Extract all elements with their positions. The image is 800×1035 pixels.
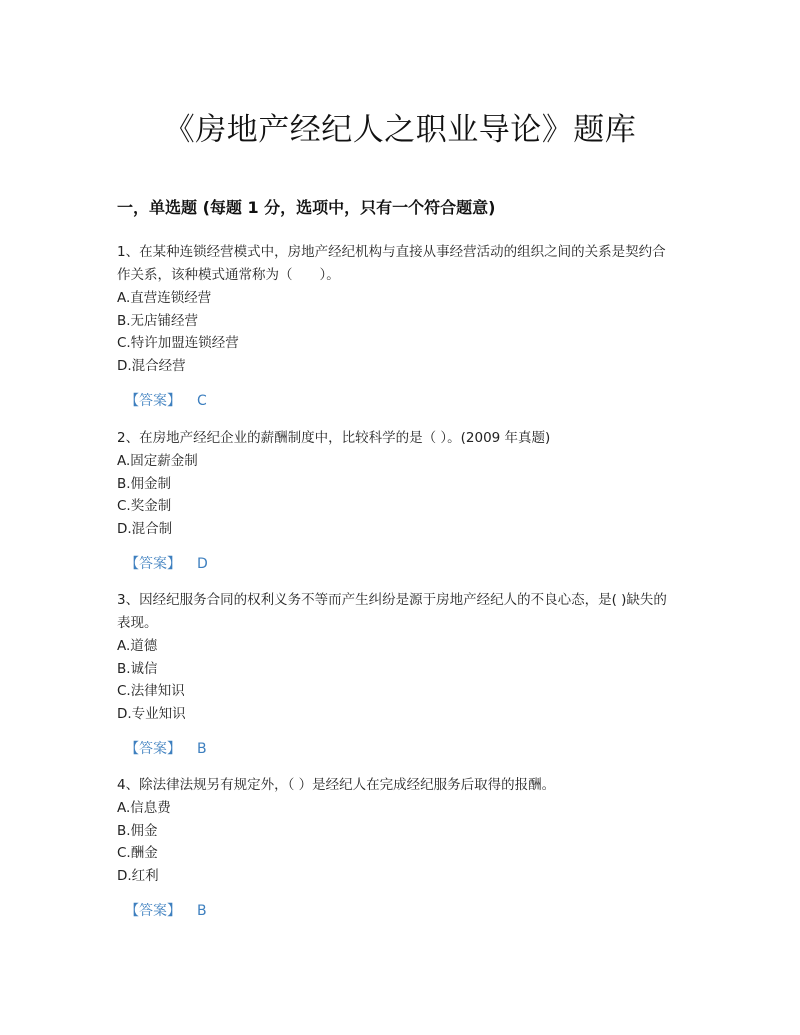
option-list [117, 287, 677, 377]
answer-label: 【答案】 [125, 393, 181, 409]
section-heading: 一，单选题 (每题 1 分，选项中，只有一个符合题意) [117, 198, 496, 217]
option-c: C.奖金制 [117, 498, 172, 514]
answer-line [117, 390, 677, 412]
option-a: A.信息费 [117, 800, 171, 816]
document-title: 《房地产经纪人之职业导论》题库 [163, 112, 637, 148]
answer-line [117, 900, 677, 922]
option-a: A.固定薪金制 [117, 453, 198, 469]
option-list [117, 450, 677, 540]
question-3 [117, 589, 677, 760]
option-c: C.酬金 [117, 845, 158, 861]
option-list [117, 635, 677, 725]
option-b: B.佣金 [117, 822, 158, 839]
answer-line [117, 738, 677, 760]
option-b: B.诚信 [117, 660, 158, 677]
question-stem: 3、因经纪服务合同的权利义务不等而产生纠纷是源于房地产经纪人的不良心态，是( )缺失的表现。 [117, 592, 667, 631]
option-c: C.特许加盟连锁经营 [117, 335, 239, 351]
question-stem: 2、在房地产经纪企业的薪酬制度中，比较科学的是（ ）。(2009 年真题) [117, 430, 551, 446]
option-b: B.无店铺经营 [117, 312, 199, 329]
question-1 [117, 241, 677, 412]
option-d: D.红利 [117, 867, 159, 884]
option-d: D.混合经营 [117, 357, 186, 374]
answer-value: C [197, 393, 207, 409]
option-list [117, 797, 677, 887]
question-stem: 1、在某种连锁经营模式中，房地产经纪机构与直接从事经营活动的组织之间的关系是契约合作关系，该种模式通常称为（ ）。 [117, 244, 666, 283]
option-a: A.道德 [117, 638, 158, 654]
answer-value: B [197, 903, 207, 919]
question-2 [117, 427, 677, 575]
answer-label: 【答案】 [125, 556, 181, 572]
answer-value: D [197, 556, 208, 572]
question-4 [117, 774, 677, 922]
question-stem: 4、除法律法规另有规定外，（ ）是经纪人在完成经纪服务后取得的报酬。 [117, 777, 556, 793]
option-c: C.法律知识 [117, 683, 185, 699]
option-a: A.直营连锁经营 [117, 290, 212, 306]
option-d: D.专业知识 [117, 705, 186, 722]
option-d: D.混合制 [117, 520, 173, 537]
answer-value: B [197, 741, 207, 757]
answer-line [117, 553, 677, 575]
option-b: B.佣金制 [117, 475, 172, 492]
answer-label: 【答案】 [125, 903, 181, 919]
answer-label: 【答案】 [125, 741, 181, 757]
